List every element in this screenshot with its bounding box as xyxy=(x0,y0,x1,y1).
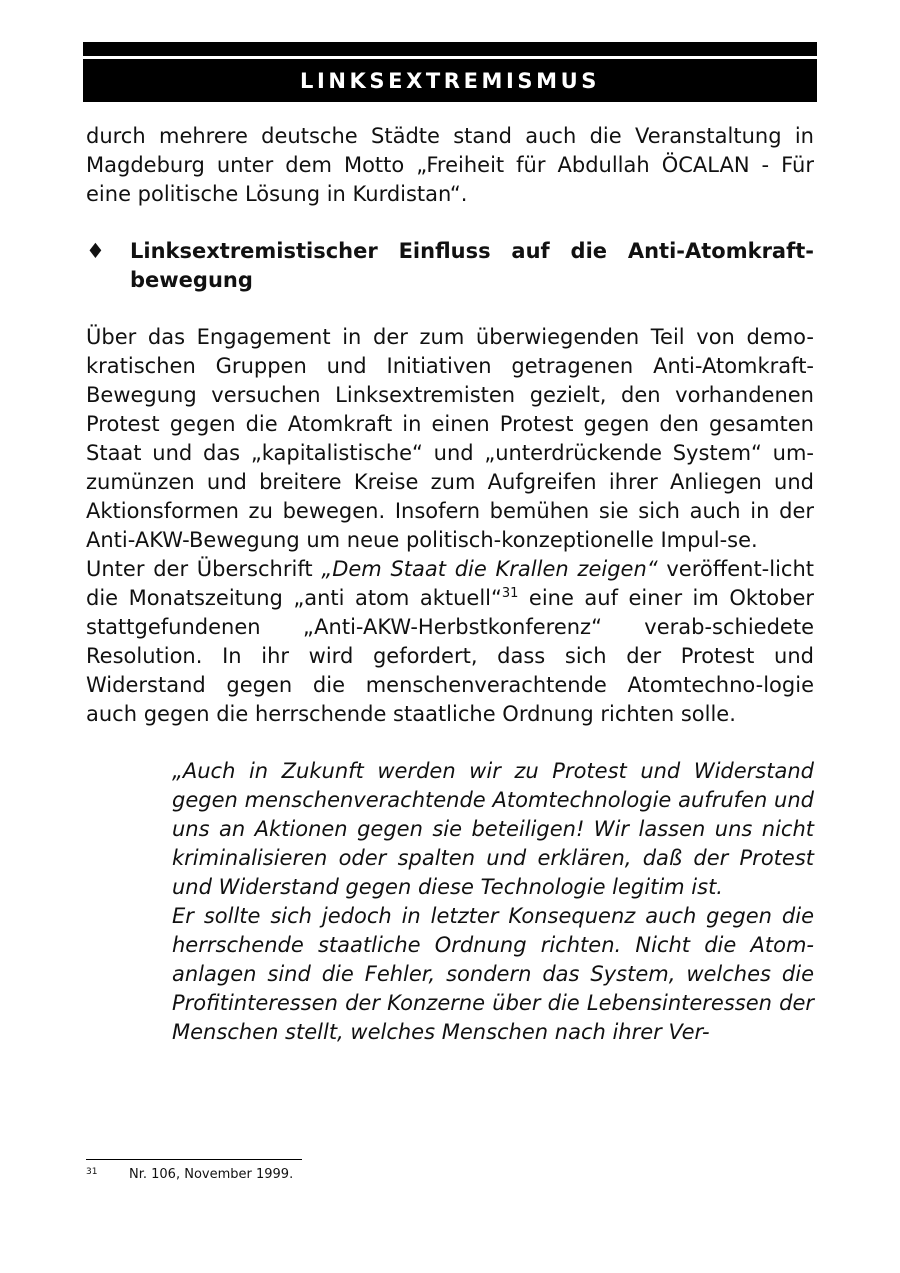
article-title: „Dem Staat die Krallen zeigen“ xyxy=(321,557,658,581)
quote-paragraph-1: „Auch in Zukunft werden wir zu Protest und Widerstand gegen menschenverachtende Atomtechnologie aufrufen und uns an Aktionen gegen sie beteiligen! Wir lassen uns nicht kriminalisieren oder spalten und erklären, daß der Protest und Widerstand gegen diese Technologie legitim ist. xyxy=(172,759,814,899)
block-quote xyxy=(172,757,814,1047)
footnote xyxy=(86,1167,293,1182)
footnote-number: 31 xyxy=(86,1167,98,1177)
body2-pre: Unter der Überschrift xyxy=(86,557,322,581)
section-heading xyxy=(86,237,814,295)
intro-paragraph: durch mehrere deutsche Städte stand auch die Veranstaltung in Magdeburg unter dem Motto „Freiheit für Abdullah ÖCALAN - Für eine politische Lösung in Kurdistan“. xyxy=(86,124,814,206)
section-heading-text: Linksextremistischer Einfluss auf die Anti-Atomkraft-bewegung xyxy=(130,239,814,292)
quote-paragraph-2: Er sollte sich jedoch in letzter Konsequenz auch gegen die herrschende staatliche Ordnung richten. Nicht die Atom-anlagen sind die Fehler, sondern das System, welches die Profitinteressen der Konzerne über die Lebensinteressen der Menschen stellt, welches Menschen nach ihrer Ver- xyxy=(172,904,814,1044)
diamond-bullet-icon: ♦ xyxy=(86,239,105,263)
header-top-rule xyxy=(83,42,817,56)
page-header xyxy=(83,59,817,102)
body-paragraph-2 xyxy=(86,555,814,729)
body2-post: eine auf einer im Oktober stattgefundenen „Anti-AKW-Herbstkonferenz“ verab-schiedete Resolution. In ihr wird gefordert, dass sich der Protest und Widerstand gegen die menschenverachtende Atomtechno-logie auch gegen die herrschende staatliche Ordnung richten solle. xyxy=(86,586,814,726)
footnote-rule xyxy=(86,1159,302,1160)
footnote-text: Nr. 106, November 1999. xyxy=(129,1167,294,1182)
footnote-reference[interactable]: 31 xyxy=(501,586,519,601)
body2-mid: veröffent-licht die Monatszeitung „anti atom aktuell“ xyxy=(86,557,815,610)
main-content xyxy=(86,122,814,1047)
page-title: LINKSEXTREMISMUS xyxy=(299,68,601,93)
body-paragraph-1: Über das Engagement in der zum überwiegenden Teil von demo-kratischen Gruppen und Initiativen getragenen Anti-Atomkraft-Bewegung versuchen Linksextremisten gezielt, den vorhandenen Protest gegen die Atomkraft in einen Protest gegen den gesamten Staat und das „kapitalistische“ und „unterdrückende System“ um-zumünzen und breitere Kreise zum Aufgreifen ihrer Anliegen und Aktionsformen zu bewegen. Insofern bemühen sie sich auch in der Anti-AKW-Bewegung um neue politisch-konzeptionelle Impul-se. xyxy=(86,325,814,552)
